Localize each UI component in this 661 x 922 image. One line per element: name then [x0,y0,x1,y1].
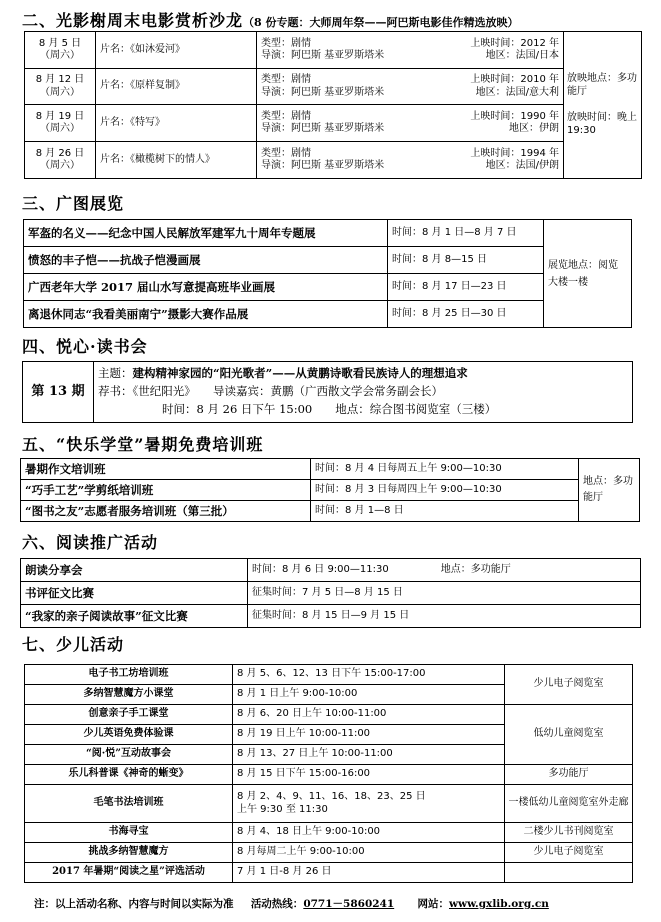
book-club-guest: 导读嘉宾：黄鹏（广西散文学会常务副会长） [213,384,443,399]
topic-label: 主题： [98,366,133,381]
children-time: 8 月 13、27 日上午 10:00-11:00 [233,745,505,765]
training-name: “图书之友”志愿者服务培训班（第三批） [21,501,311,522]
children-activity: 乐儿科普课《神奇的蜥变》 [25,765,233,785]
footer-note: 注：以上活动名称、内容与时间以实际为准 [34,898,234,910]
exhibition-time: 时间：8 月 17 日—23 日 [388,274,544,301]
children-activity: 多纳智慧魔方小课堂 [25,685,233,705]
children-row [25,765,633,785]
children-row [25,823,633,843]
film-region: 地区：法国/意大利 [475,86,559,98]
film-director: 导演：阿巴斯 基亚罗斯塔米 [261,50,385,61]
website-label: 网站： [417,898,449,910]
children-table [24,664,633,883]
children-row [25,665,633,685]
reading-promo-name: 书评征文比赛 [21,582,248,605]
section-2-title: 二、光影榭周末电影赏析沙龙 [22,11,244,30]
section-7-heading: 七、少儿活动 [22,635,125,654]
training-time: 时间：8 月 1—8 日 [311,501,579,522]
exhibition-name: 广西老年大学 2017 届山水写意提高班毕业画展 [24,274,388,301]
film-region: 地区：法国/日本 [485,50,559,61]
film-region: 地区：法国/伊朗 [485,160,559,171]
film-year: 上映时间：2012 年 [470,37,559,49]
exhibition-row [24,247,632,274]
children-time: 7 月 1 日-8 月 26 日 [233,863,505,883]
reading-promo-time: 征集时间：8 月 15 日—9 月 15 日 [248,605,641,628]
film-table [24,31,642,179]
film-region: 地区：伊朗 [509,123,559,134]
children-row [25,863,633,883]
exhibition-time: 时间：8 月 25 日—30 日 [388,301,544,328]
book-club-book-line [98,383,628,401]
exhibition-row [24,301,632,328]
exhibition-name: 离退休同志“我看美丽南宁”摄影大赛作品展 [24,301,388,328]
book-club-time-line [98,401,628,419]
reading-promo-row [21,559,641,582]
film-day: （周六） [40,86,80,98]
exhibition-venue: 展览地点：阅览大楼一楼 [544,220,632,328]
children-row [25,785,633,823]
section-6-heading: 六、阅读推广活动 [22,533,159,552]
children-activity: 毛笔书法培训班 [25,785,233,823]
section-2-note: （8 份专题：大师周年祭——阿巴斯电影佳作精选放映） [243,16,519,29]
film-year: 上映时间：2010 年 [470,74,559,85]
reading-promo-row [21,582,641,605]
training-name: 暑期作文培训班 [21,459,311,480]
children-row [25,843,633,863]
children-activity: 书海寻宝 [25,823,233,843]
children-place: 一楼低幼儿童阅览室外走廊 [505,785,633,823]
film-year: 上映时间：1990 年 [470,110,559,122]
training-row [21,459,640,480]
reading-promo-name: 朗读分享会 [21,559,248,582]
film-date: 8 月 5 日 [38,37,82,49]
film-date: 8 月 19 日 [35,110,85,122]
children-time: 8 月 2、4、9、11、16、18、23、25 日 [237,791,426,802]
book-club-topic-line [98,365,628,383]
film-title: 片名：《原样复制》 [96,69,257,105]
section-4-heading: 四、悦心·读书会 [22,337,148,356]
exhibition-name: 愤怒的丰子恺——抗战子恺漫画展 [24,247,388,274]
film-title: 片名：《特写》 [96,105,257,142]
training-row [21,480,640,501]
children-activity: 2017 年暑期“阅读之星”评选活动 [25,863,233,883]
book-club-book: 荐书：《世纪阳光》 [98,384,190,399]
children-place: 低幼儿童阅览室 [505,705,633,765]
children-place: 二楼少儿书刊阅览室 [505,823,633,843]
film-day: （周六） [40,123,80,134]
hotline-number[interactable]: 0771－5860241 [303,898,395,910]
children-activity: 电子书工坊培训班 [25,665,233,685]
film-title: 片名：《橄榄树下的情人》 [96,142,257,179]
training-venue: 地点：多功能厅 [579,459,640,522]
film-year: 上映时间：1994 年 [470,147,559,159]
children-time: 8 月 6、20 日上午 10:00-11:00 [233,705,505,725]
children-time: 8 月 15 日下午 15:00-16:00 [233,765,505,785]
exhibition-name: 军盔的名义——纪念中国人民解放军建军九十周年专题展 [24,220,388,247]
film-type: 类型：剧情 [261,110,311,122]
children-time: 8 月 19 日上午 10:00-11:00 [233,725,505,745]
exhibition-time: 时间：8 月 8—15 日 [388,247,544,274]
reading-promo-time: 时间：8 月 6 日 9:00—11:30 [252,563,389,575]
section-2-heading [22,8,519,31]
exhibition-table [23,219,632,328]
children-time: 8 月 1 日上午 9:00-10:00 [233,685,505,705]
children-place-empty [505,863,633,883]
reading-promo-table [20,558,641,628]
training-row [21,501,640,522]
children-place: 少儿电子阅览室 [505,665,633,705]
training-name: “巧手工艺”学剪纸培训班 [21,480,311,501]
film-title: 片名：《如沐爱河》 [96,32,257,69]
children-time: 8 月 4、18 日上午 9:00-10:00 [233,823,505,843]
training-time: 时间：8 月 4 日每周五上午 9:00—10:30 [311,459,579,480]
training-time: 时间：8 月 3 日每周四上午 9:00—10:30 [311,480,579,501]
hotline-label: 活动热线： [250,898,304,910]
book-club-issue: 第 13 期 [23,362,94,423]
footer [34,896,549,911]
children-time: 8 月 5、6、12、13 日下午 15:00-17:00 [233,665,505,685]
children-time-cont: 上午 9:30 至 11:30 [237,803,328,815]
film-day: （周六） [40,160,80,171]
film-date: 8 月 26 日 [35,147,85,159]
book-club-table [22,361,633,423]
children-activity: 创意亲子手工课堂 [25,705,233,725]
film-type: 类型：剧情 [261,147,311,159]
film-date: 8 月 12 日 [35,74,85,85]
children-row [25,705,633,725]
exhibition-row [24,274,632,301]
exhibition-row [24,220,632,247]
film-director: 导演：阿巴斯 基亚罗斯塔米 [261,160,385,171]
film-type: 类型：剧情 [261,74,311,85]
film-time: 放映时间：晚上 19:30 [567,112,637,136]
children-activity: 挑战多纳智慧魔方 [25,843,233,863]
film-director: 导演：阿巴斯 基亚罗斯塔米 [261,86,385,98]
reading-promo-place: 地点：多功能厅 [440,563,511,575]
children-time: 8 月每周二上午 9:00-10:00 [233,843,505,863]
film-venue: 放映地点：多功能厅 [567,73,637,97]
book-club-time: 时间：8 月 26 日下午 15:00 [162,401,313,416]
exhibition-time: 时间：8 月 1 日—8 月 7 日 [388,220,544,247]
children-activity: “阅·悦”互动故事会 [25,745,233,765]
film-row [25,32,642,69]
website-link[interactable]: www.gxlib.org.cn [449,898,549,910]
film-director: 导演：阿巴斯 基亚罗斯塔米 [261,123,385,134]
book-club-place: 地点：综合图书阅览室（三楼） [335,401,497,416]
children-place: 多功能厅 [505,765,633,785]
reading-promo-name: “我家的亲子阅读故事”征文比赛 [21,605,248,628]
training-table [20,458,640,522]
section-5-heading: 五、“快乐学堂”暑期免费培训班 [22,435,264,454]
film-row [25,142,642,179]
reading-promo-row [21,605,641,628]
section-3-heading: 三、广图展览 [22,194,125,213]
film-type: 类型：剧情 [261,37,311,49]
book-club-topic: 建构精神家园的“阳光歌者”——从黄鹏诗歌看民族诗人的理想追求 [132,366,468,381]
film-day: （周六） [40,50,80,61]
film-row [25,69,642,105]
children-activity: 少儿英语免费体验课 [25,725,233,745]
reading-promo-time: 征集时间：7 月 5 日—8 月 15 日 [248,582,641,605]
children-place: 少儿电子阅览室 [505,843,633,863]
film-row [25,105,642,142]
